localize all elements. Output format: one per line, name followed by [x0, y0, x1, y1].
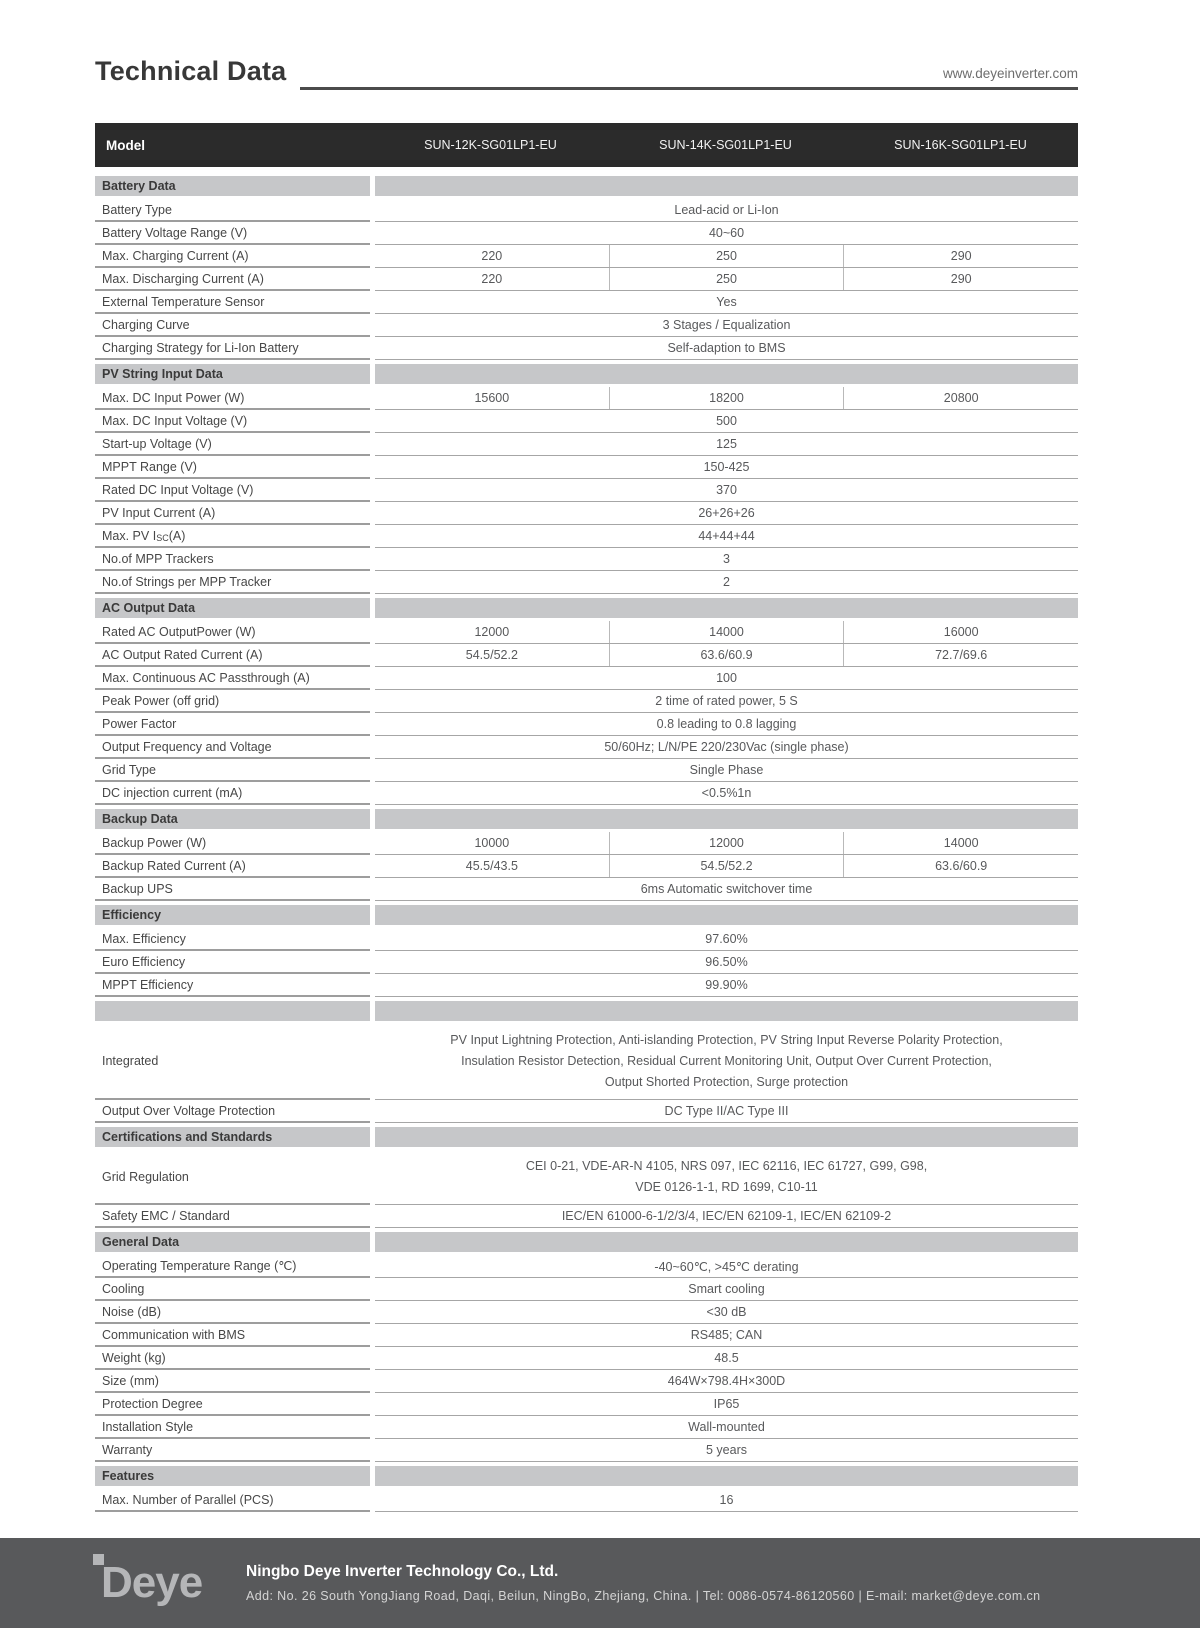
spec-label: DC injection current (mA): [95, 782, 370, 805]
spec-row: [95, 245, 1078, 268]
spec-value-col-1: 220: [375, 245, 610, 267]
spec-value: Yes: [716, 295, 737, 309]
spec-label: Cooling: [95, 1278, 370, 1301]
spec-row: [95, 1489, 1078, 1512]
spec-value: DC Type II/AC Type III: [664, 1104, 789, 1118]
section-header-fill: [375, 1127, 1078, 1147]
spec-values: [375, 1301, 1078, 1324]
spec-value-col-2: 250: [610, 268, 845, 290]
model-label: Model: [106, 137, 145, 153]
spec-value-line: Output Shorted Protection, Surge protection: [604, 1075, 849, 1089]
spec-row: [95, 410, 1078, 433]
spec-values: [375, 855, 1078, 878]
section-header-features: [95, 1466, 1078, 1486]
spec-label: Output Over Voltage Protection: [95, 1100, 370, 1123]
spec-label: Peak Power (off grid): [95, 690, 370, 713]
spec-value-col-1: 220: [375, 268, 610, 290]
spec-value-col-1: 12000: [375, 621, 610, 643]
spec-label: Max. Charging Current (A): [95, 245, 370, 268]
spec-row: [95, 1416, 1078, 1439]
spec-values: [375, 387, 1078, 410]
spec-table: [95, 176, 1078, 1512]
spec-value-col-2: 18200: [610, 387, 845, 409]
spec-value-col-2: 54.5/52.2: [610, 855, 845, 877]
spec-values: [375, 690, 1078, 713]
spec-row: [95, 951, 1078, 974]
spec-values: [375, 667, 1078, 690]
spec-value-col-3: 290: [950, 272, 972, 286]
spec-row: [95, 974, 1078, 997]
footer-text: [246, 1563, 1041, 1603]
spec-label: Weight (kg): [95, 1347, 370, 1370]
spec-value-col-2: 12000: [610, 832, 845, 854]
spec-label: Start-up Voltage (V): [95, 433, 370, 456]
spec-values: [375, 268, 1078, 291]
spec-values: [375, 433, 1078, 456]
model-header-bar: [95, 123, 1078, 167]
spec-row: [95, 621, 1078, 644]
spec-value-col-3: 14000: [943, 836, 979, 850]
section-header-fill: [375, 905, 1078, 925]
spec-value: 96.50%: [705, 955, 748, 969]
spec-values: [375, 1100, 1078, 1123]
spec-row: [95, 199, 1078, 222]
spec-label: Noise (dB): [95, 1301, 370, 1324]
spec-row: [95, 1324, 1078, 1347]
spec-row: [95, 314, 1078, 337]
section-header-fill: [375, 176, 1078, 196]
spec-value-col-3: 290: [950, 249, 972, 263]
spec-row: [95, 667, 1078, 690]
spec-values: [375, 502, 1078, 525]
spec-values: [375, 1278, 1078, 1301]
spec-label: Backup Power (W): [95, 832, 370, 855]
model-name-2: SUN-14K-SG01LP1-EU: [659, 138, 792, 152]
section-title: Features: [95, 1466, 370, 1486]
spec-label: Max. PV I SC (A): [95, 525, 370, 548]
spec-values: [375, 1370, 1078, 1393]
spec-values: [375, 1024, 1078, 1100]
spec-values: [375, 832, 1078, 855]
spec-values: [375, 928, 1078, 951]
spec-row: [95, 387, 1078, 410]
spec-values: [375, 337, 1078, 360]
spec-row: [95, 433, 1078, 456]
spec-value-col-3: 16000: [943, 625, 979, 639]
spec-label: MPPT Efficiency: [95, 974, 370, 997]
section-title: Certifications and Standards: [95, 1127, 370, 1147]
spec-value: 44+44+44: [698, 529, 755, 543]
spec-value: 6ms Automatic switchover time: [640, 882, 813, 896]
spec-values: [375, 621, 1078, 644]
spec-values: [375, 736, 1078, 759]
spec-values: [375, 291, 1078, 314]
section-header-certifications-and-standards: [95, 1127, 1078, 1147]
page-content: [95, 0, 1078, 1512]
spec-row: [95, 759, 1078, 782]
section-title: PV String Input Data: [95, 364, 370, 384]
spec-value-col-3: 20800: [943, 391, 979, 405]
spec-row: [95, 222, 1078, 245]
company-address: Add: No. 26 South YongJiang Road, Daqi, Beilun, NingBo, Zhejiang, China. | Tel: 0086-0574-86120560 | E-mail: market@deye.com.cn: [246, 1589, 1041, 1603]
section-header-general-data: [95, 1232, 1078, 1252]
logo-text: Deye: [101, 1558, 203, 1607]
spec-value: 150-425: [703, 460, 750, 474]
spec-label: Grid Regulation: [95, 1150, 370, 1205]
spec-values: [375, 1416, 1078, 1439]
spec-value: 0.8 leading to 0.8 lagging: [656, 717, 797, 731]
spec-label: Battery Type: [95, 199, 370, 222]
spec-row: [95, 855, 1078, 878]
spec-values: [375, 1150, 1078, 1205]
spec-value-col-1: 45.5/43.5: [375, 855, 610, 877]
spec-row: [95, 1439, 1078, 1462]
spec-row: [95, 268, 1078, 291]
spec-value-line: CEI 0-21, VDE-AR-N 4105, NRS 097, IEC 62116, IEC 61727, G99, G98,: [525, 1159, 928, 1173]
spec-value: 97.60%: [705, 932, 748, 946]
spec-values: [375, 713, 1078, 736]
spec-label: MPPT Range (V): [95, 456, 370, 479]
spec-label: Communication with BMS: [95, 1324, 370, 1347]
spec-row: [95, 456, 1078, 479]
spec-row: [95, 690, 1078, 713]
section-header-unnamed-5: [95, 1001, 1078, 1021]
spec-values: [375, 245, 1078, 268]
spec-value-col-3: 72.7/69.6: [935, 648, 988, 662]
spec-row: [95, 782, 1078, 805]
spec-values: [375, 951, 1078, 974]
spec-value: IEC/EN 61000-6-1/2/3/4, IEC/EN 62109-1, IEC/EN 62109-2: [561, 1209, 892, 1223]
spec-value: Wall-mounted: [688, 1420, 765, 1434]
spec-values: [375, 456, 1078, 479]
spec-label: Max. Continuous AC Passthrough (A): [95, 667, 370, 690]
spec-label: Rated AC OutputPower (W): [95, 621, 370, 644]
spec-row: [95, 548, 1078, 571]
spec-value: 5 years: [706, 1443, 747, 1457]
spec-values: [375, 1393, 1078, 1416]
section-header-backup-data: [95, 809, 1078, 829]
section-header-ac-output-data: [95, 598, 1078, 618]
spec-label: AC Output Rated Current (A): [95, 644, 370, 667]
page-title: Technical Data: [95, 56, 287, 86]
spec-value: 40~60: [708, 226, 745, 240]
spec-values: [375, 479, 1078, 502]
spec-label: Power Factor: [95, 713, 370, 736]
spec-label: Max. Discharging Current (A): [95, 268, 370, 291]
section-header-fill: [375, 1466, 1078, 1486]
spec-value: 50/60Hz; L/N/PE 220/230Vac (single phase): [604, 740, 849, 754]
spec-values: [375, 1255, 1078, 1278]
spec-values: [375, 525, 1078, 548]
spec-row: [95, 479, 1078, 502]
spec-value: 125: [716, 437, 737, 451]
spec-label: Max. Efficiency: [95, 928, 370, 951]
section-title: [95, 1001, 370, 1021]
spec-row: [95, 644, 1078, 667]
spec-label: Battery Voltage Range (V): [95, 222, 370, 245]
spec-label: Protection Degree: [95, 1393, 370, 1416]
spec-values: [375, 1347, 1078, 1370]
section-header-efficiency: [95, 905, 1078, 925]
spec-label: No.of MPP Trackers: [95, 548, 370, 571]
spec-label: Backup UPS: [95, 878, 370, 901]
website-url: www.deyeinverter.com: [942, 66, 1078, 81]
spec-row: [95, 928, 1078, 951]
section-header-pv-string-input-data: [95, 364, 1078, 384]
spec-value: 16: [719, 1493, 734, 1507]
spec-row: [95, 1150, 1078, 1205]
section-header-battery-data: [95, 176, 1078, 196]
spec-value-multiline: [375, 1150, 1078, 1204]
spec-row: [95, 1255, 1078, 1278]
spec-values: [375, 571, 1078, 594]
spec-value: RS485; CAN: [690, 1328, 763, 1342]
spec-value: 48.5: [714, 1351, 739, 1365]
spec-value: <0.5%1n: [701, 786, 752, 800]
spec-row: [95, 1278, 1078, 1301]
spec-values: [375, 199, 1078, 222]
spec-value-line: VDE 0126-1-1, RD 1699, C10-11: [635, 1180, 818, 1194]
spec-value: 2 time of rated power, 5 S: [655, 694, 798, 708]
spec-values: [375, 644, 1078, 667]
spec-label: Operating Temperature Range (℃): [95, 1255, 370, 1278]
spec-value: 500: [716, 414, 737, 428]
spec-value: IP65: [713, 1397, 740, 1411]
spec-label: Safety EMC / Standard: [95, 1205, 370, 1228]
spec-label: Backup Rated Current (A): [95, 855, 370, 878]
spec-label: Charging Strategy for Li-Ion Battery: [95, 337, 370, 360]
spec-label: Euro Efficiency: [95, 951, 370, 974]
spec-row: [95, 502, 1078, 525]
spec-values: [375, 1489, 1078, 1512]
spec-value-col-2: 63.6/60.9: [610, 644, 845, 666]
section-header-fill: [375, 1001, 1078, 1021]
spec-value: 3: [723, 552, 730, 566]
section-header-fill: [375, 809, 1078, 829]
section-title: Backup Data: [95, 809, 370, 829]
section-title: AC Output Data: [95, 598, 370, 618]
spec-value-col-1: 54.5/52.2: [375, 644, 610, 666]
spec-label: Installation Style: [95, 1416, 370, 1439]
section-title: Battery Data: [95, 176, 370, 196]
spec-label: Charging Curve: [95, 314, 370, 337]
spec-label: Grid Type: [95, 759, 370, 782]
spec-value: Smart cooling: [688, 1282, 765, 1296]
spec-values: [375, 878, 1078, 901]
spec-values: [375, 548, 1078, 571]
spec-row: [95, 1393, 1078, 1416]
section-title: General Data: [95, 1232, 370, 1252]
page-header: [95, 0, 1078, 100]
spec-value-multiline: [375, 1024, 1078, 1099]
spec-value-line: PV Input Lightning Protection, Anti-islanding Protection, PV String Input Reverse Polarity Protection,: [450, 1033, 1003, 1047]
spec-value: 370: [716, 483, 737, 497]
spec-row: [95, 1370, 1078, 1393]
spec-label: Max. Number of Parallel (PCS): [95, 1489, 370, 1512]
spec-value-col-2: 250: [610, 245, 845, 267]
spec-row: [95, 1301, 1078, 1324]
spec-label: PV Input Current (A): [95, 502, 370, 525]
spec-row: [95, 337, 1078, 360]
section-title: Efficiency: [95, 905, 370, 925]
spec-row: [95, 1205, 1078, 1228]
spec-label: Rated DC Input Voltage (V): [95, 479, 370, 502]
model-name-3: SUN-16K-SG01LP1-EU: [894, 138, 1027, 152]
spec-row: [95, 571, 1078, 594]
spec-label: Warranty: [95, 1439, 370, 1462]
spec-label: Size (mm): [95, 1370, 370, 1393]
spec-values: [375, 1439, 1078, 1462]
spec-value: Lead-acid or Li-Ion: [674, 203, 779, 217]
spec-value-col-2: 14000: [610, 621, 845, 643]
spec-value-col-1: 15600: [375, 387, 610, 409]
section-header-fill: [375, 1232, 1078, 1252]
spec-value: 3 Stages / Equalization: [662, 318, 791, 332]
spec-values: [375, 222, 1078, 245]
spec-values: [375, 782, 1078, 805]
spec-value-line: Insulation Resistor Detection, Residual Current Monitoring Unit, Output Over Current Protection,: [461, 1054, 992, 1068]
spec-value-col-1: 10000: [375, 832, 610, 854]
spec-value: -40~60℃, >45℃ derating: [654, 1259, 799, 1274]
spec-value: 26+26+26: [698, 506, 755, 520]
spec-value: 99.90%: [705, 978, 748, 992]
spec-row: [95, 525, 1078, 548]
spec-values: [375, 1205, 1078, 1228]
section-header-fill: [375, 598, 1078, 618]
spec-row: [95, 291, 1078, 314]
spec-label: External Temperature Sensor: [95, 291, 370, 314]
spec-values: [375, 314, 1078, 337]
page-footer: [0, 1538, 1200, 1628]
spec-value: 2: [723, 575, 730, 589]
spec-label: Output Frequency and Voltage: [95, 736, 370, 759]
spec-value: 100: [716, 671, 737, 685]
spec-row: [95, 832, 1078, 855]
title-rule: [300, 87, 1078, 90]
spec-value: Single Phase: [689, 763, 764, 777]
model-name-1: SUN-12K-SG01LP1-EU: [424, 138, 557, 152]
spec-row: [95, 1100, 1078, 1123]
spec-value: 464W×798.4H×300D: [667, 1374, 786, 1388]
spec-value: <30 dB: [706, 1305, 747, 1319]
spec-row: [95, 878, 1078, 901]
spec-value: Self-adaption to BMS: [667, 341, 786, 355]
deye-logo: [95, 1555, 210, 1611]
spec-values: [375, 1324, 1078, 1347]
section-header-fill: [375, 364, 1078, 384]
spec-label: Integrated: [95, 1024, 370, 1100]
spec-row: [95, 1347, 1078, 1370]
spec-label: Max. DC Input Power (W): [95, 387, 370, 410]
spec-row: [95, 736, 1078, 759]
spec-value-col-3: 63.6/60.9: [935, 859, 988, 873]
spec-row: [95, 713, 1078, 736]
spec-values: [375, 410, 1078, 433]
spec-row: [95, 1024, 1078, 1100]
spec-values: [375, 974, 1078, 997]
spec-label: No.of Strings per MPP Tracker: [95, 571, 370, 594]
company-name: Ningbo Deye Inverter Technology Co., Ltd.: [246, 1563, 559, 1580]
spec-values: [375, 759, 1078, 782]
spec-label: Max. DC Input Voltage (V): [95, 410, 370, 433]
